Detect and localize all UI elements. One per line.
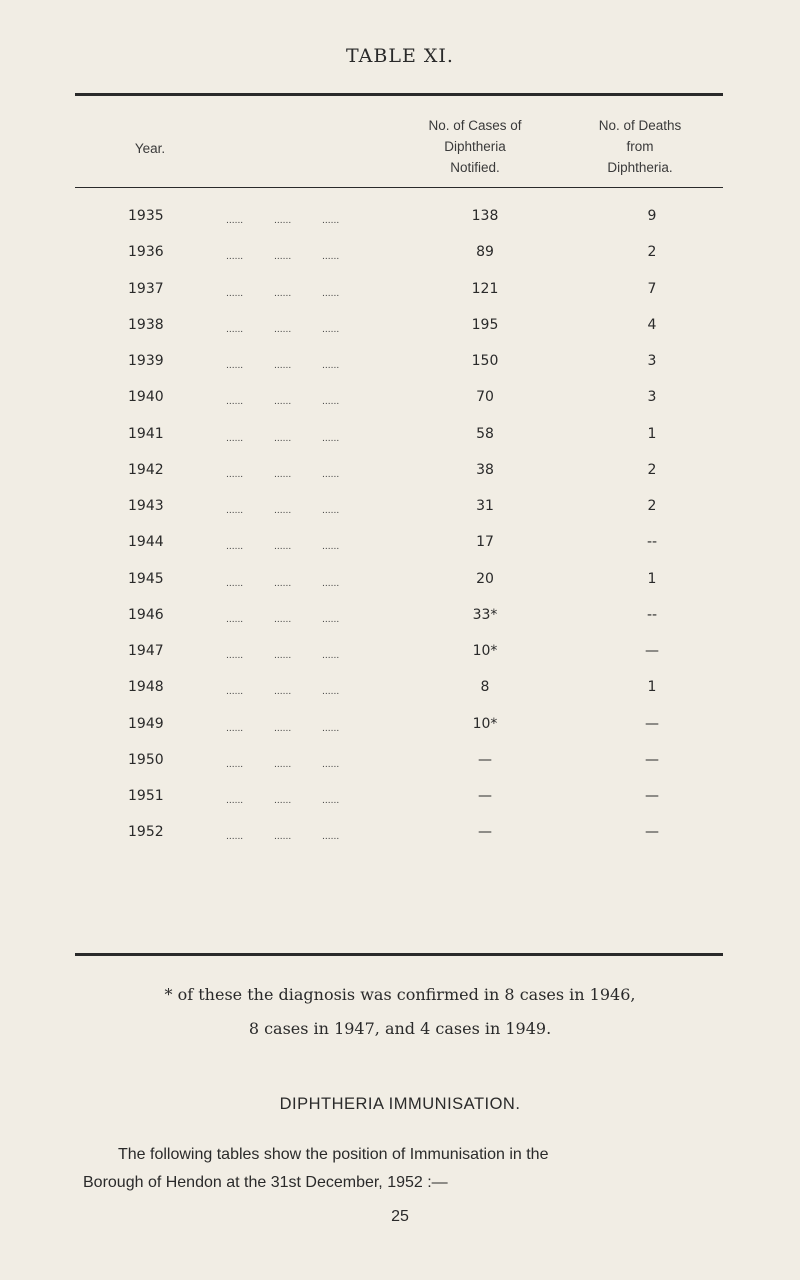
cell-deaths: 2	[647, 498, 657, 514]
table-row	[0, 816, 800, 852]
cell-leader-dots: ...... ...... ......	[226, 397, 340, 408]
cell-deaths: 9	[647, 208, 657, 224]
cell-cases: 20	[476, 570, 494, 587]
cell-cases: 150	[471, 353, 499, 369]
cell-cases: 138	[471, 208, 499, 224]
cell-year: 1941	[128, 425, 164, 442]
table-row	[0, 345, 800, 381]
cell-year: 1937	[128, 280, 164, 297]
cell-year: 1938	[128, 316, 164, 333]
cell-deaths: 1	[647, 679, 657, 696]
paragraph-line: The following tables show the position of Immunisation in the	[118, 1146, 549, 1163]
table-row	[0, 490, 800, 526]
table-row	[0, 236, 800, 272]
cell-year: 1942	[128, 461, 164, 478]
header-rule	[75, 187, 723, 188]
cell-leader-dots: ...... ...... ......	[226, 252, 340, 263]
table-row	[0, 599, 800, 635]
cell-cases: 89	[476, 244, 494, 261]
cell-year: 1945	[128, 570, 164, 587]
cell-deaths: 1	[647, 425, 657, 442]
cell-cases: 70	[476, 389, 494, 406]
cell-leader-dots: ...... ...... ......	[226, 324, 340, 335]
header-deaths-line: No. of Deaths	[598, 118, 682, 133]
cell-leader-dots: ...... ...... ......	[226, 759, 340, 770]
table-row	[0, 526, 800, 562]
table-title: TABLE XI.	[346, 45, 454, 67]
cell-leader-dots: ...... ...... ......	[226, 796, 340, 806]
cell-year: 1940	[128, 389, 164, 406]
cell-cases: 38	[476, 461, 494, 478]
cell-cases: 8	[480, 679, 490, 696]
cell-cases: 10*	[472, 715, 498, 732]
cell-year: 1935	[128, 208, 164, 224]
header-deaths-line: from	[626, 139, 654, 154]
cell-year: 1950	[128, 751, 164, 768]
table-row	[0, 454, 800, 490]
cell-cases: 195	[471, 316, 499, 333]
table-row	[0, 418, 800, 454]
cell-leader-dots: ...... ...... ......	[226, 578, 340, 589]
cell-cases: 31	[476, 498, 494, 514]
cell-deaths: 2	[647, 244, 657, 261]
cell-deaths: —	[645, 751, 659, 768]
cell-leader-dots: ...... ...... ......	[226, 433, 340, 444]
cell-leader-dots: ...... ...... ......	[226, 614, 340, 625]
cell-deaths: 7	[647, 280, 657, 297]
cell-deaths: —	[645, 788, 659, 804]
cell-year: 1936	[128, 244, 164, 261]
cell-leader-dots: ...... ...... ......	[226, 469, 340, 480]
table-bottom-rule	[75, 953, 723, 956]
cell-year: 1939	[128, 353, 164, 369]
cell-deaths: 1	[647, 570, 657, 587]
cell-year: 1943	[128, 498, 164, 514]
cell-year: 1951	[128, 788, 164, 804]
header-cases-line: Notified.	[450, 160, 500, 175]
cell-leader-dots: ...... ...... ......	[226, 361, 340, 371]
cell-deaths: —	[645, 715, 659, 732]
header-year: Year.	[134, 141, 166, 156]
page-number: 25	[391, 1208, 409, 1225]
cell-deaths: --	[646, 534, 658, 551]
cell-cases: 121	[471, 280, 499, 297]
cell-cases: —	[478, 751, 492, 768]
table-row	[0, 200, 800, 236]
cell-deaths: 4	[647, 316, 657, 333]
cell-leader-dots: ...... ...... ......	[226, 288, 340, 299]
header-deaths-line: Diphtheria.	[607, 160, 673, 175]
header-cases-line: No. of Cases of	[428, 118, 522, 133]
footnote	[0, 978, 800, 1046]
cell-deaths: 3	[647, 389, 657, 406]
table-row	[0, 273, 800, 309]
table-row	[0, 671, 800, 707]
cell-year: 1948	[128, 679, 164, 696]
cell-leader-dots: ...... ...... ......	[226, 687, 340, 698]
cell-deaths: --	[646, 606, 658, 623]
cell-cases: 17	[476, 534, 494, 551]
cell-year: 1944	[128, 534, 164, 551]
table-row	[0, 309, 800, 345]
cell-leader-dots: ...... ...... ......	[226, 651, 340, 661]
footnote-line: * of these the diagnosis was confirmed in 8 cases in 1946,	[164, 985, 636, 1004]
table-row	[0, 635, 800, 671]
cell-leader-dots: ...... ...... ......	[226, 832, 340, 843]
cell-cases: —	[478, 788, 492, 804]
table-row	[0, 381, 800, 417]
paragraph-line: Borough of Hendon at the 31st December, 1952 :—	[83, 1174, 448, 1191]
header-cases-line: Diphtheria	[444, 139, 506, 154]
cell-cases: —	[478, 824, 492, 841]
cell-leader-dots: ...... ...... ......	[226, 506, 340, 516]
cell-deaths: 2	[647, 461, 657, 478]
header-deaths	[565, 115, 715, 178]
cell-cases: 58	[476, 425, 494, 442]
cell-deaths: —	[645, 643, 659, 659]
cell-year: 1952	[128, 824, 164, 841]
cell-year: 1946	[128, 606, 164, 623]
cell-deaths: 3	[647, 353, 657, 369]
footnote-line: 8 cases in 1947, and 4 cases in 1949.	[248, 1019, 552, 1038]
section-paragraph	[83, 1141, 723, 1197]
cell-year: 1947	[128, 643, 164, 659]
section-heading: DIPHTHERIA IMMUNISATION.	[279, 1095, 521, 1113]
cell-leader-dots: ...... ...... ......	[226, 542, 340, 553]
table-row	[0, 708, 800, 744]
table-row	[0, 780, 800, 816]
table-body	[0, 200, 800, 853]
table-row	[0, 563, 800, 599]
table-top-rule	[75, 93, 723, 96]
cell-cases: 10*	[472, 643, 498, 659]
cell-cases: 33*	[472, 606, 498, 623]
cell-leader-dots: ...... ...... ......	[226, 216, 340, 226]
header-cases	[390, 115, 560, 178]
cell-deaths: —	[645, 824, 659, 841]
cell-year: 1949	[128, 715, 164, 732]
table-row	[0, 744, 800, 780]
cell-leader-dots: ...... ...... ......	[226, 723, 340, 734]
